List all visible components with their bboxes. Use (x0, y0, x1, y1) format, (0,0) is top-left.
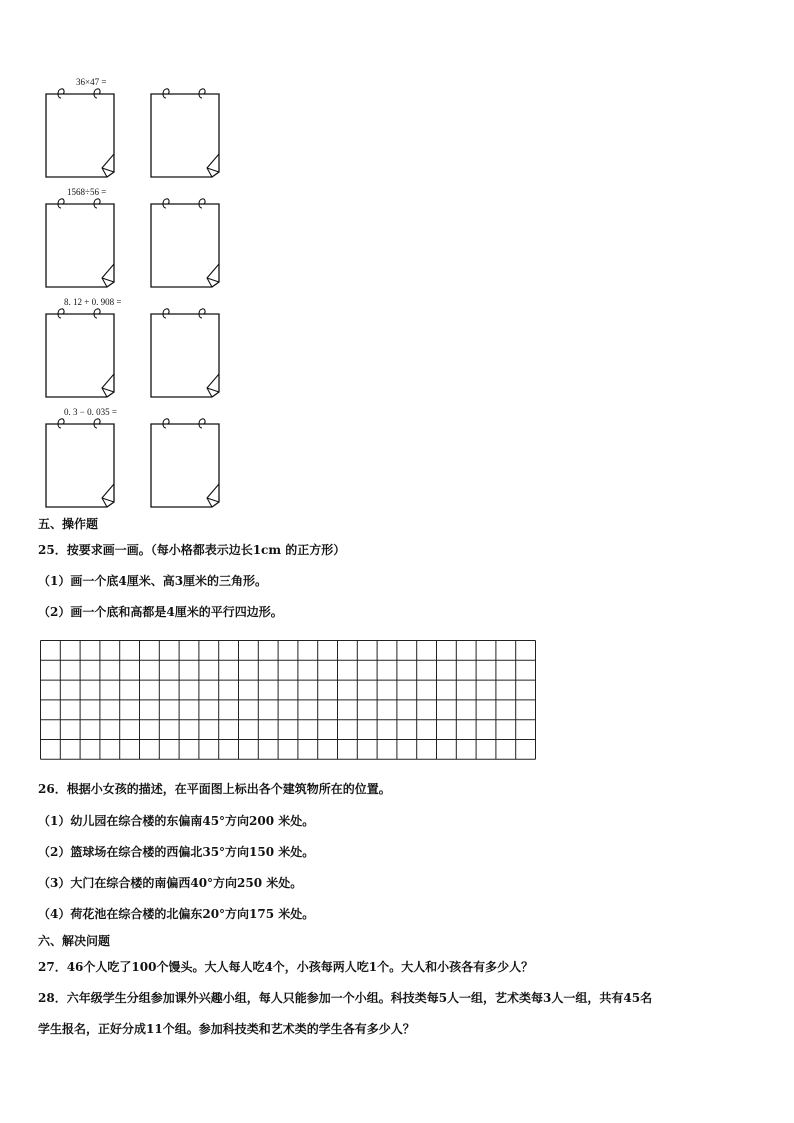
question-26-item-1: （1）幼儿园在综合楼的东偏南45°方向200 米处。 (38, 814, 315, 828)
section-heading-6: 六、解决问题 (38, 934, 111, 948)
question-25-title: 25．按要求画一画。（每小格都表示边长1cm 的正方形） (38, 543, 346, 557)
note-card-drawing (45, 306, 115, 398)
question-26-title: 26．根据小女孩的描述，在平面图上标出各个建筑物所在的位置。 (38, 782, 391, 796)
question-28-line-2: 学生报名，正好分成11个组。参加科技类和艺术类的学生各有多少人？ (38, 1022, 415, 1036)
expression-4: 0. 3 − 0. 035 = (64, 407, 117, 417)
note-card-right (150, 86, 220, 178)
note-card-drawing (45, 86, 115, 178)
question-25-item-1: （1）画一个底4厘米、高3厘米的三角形。 (38, 574, 268, 588)
note-card-drawing (45, 196, 115, 288)
question-26-item-3: （3）大门在综合楼的南偏西40°方向250 米处。 (38, 876, 303, 890)
paper-outline (151, 314, 219, 397)
expression-3: 8. 12 + 0. 908 = (64, 297, 122, 307)
paper-outline (151, 94, 219, 177)
note-card-left (45, 306, 115, 398)
question-28-line-1: 28．六年级学生分组参加课外兴趣小组，每人只能参加一个小组。科技类每5人一组，艺术类每3人一组，共有45名 (38, 991, 653, 1005)
paper-outline (46, 314, 114, 397)
note-card-left (45, 416, 115, 508)
paper-outline (151, 204, 219, 287)
paper-outline (46, 424, 114, 507)
note-card-left (45, 196, 115, 288)
question-25-item-2: （2）画一个底和高都是4厘米的平行四边形。 (38, 605, 283, 619)
expression-1: 36×47 = (76, 77, 107, 87)
note-card-right (150, 306, 220, 398)
note-card-drawing (45, 416, 115, 508)
expression-2: 1568÷56 = (67, 187, 107, 197)
note-card-drawing (150, 86, 220, 178)
note-card-drawing (150, 306, 220, 398)
note-card-right (150, 196, 220, 288)
paper-outline (46, 94, 114, 177)
note-card-drawing (150, 416, 220, 508)
question-26-item-4: （4）荷花池在综合楼的北偏东20°方向175 米处。 (38, 907, 315, 921)
note-card-left (45, 86, 115, 178)
section-heading-5: 五、操作题 (38, 517, 99, 531)
square-grid (40, 640, 537, 761)
note-card-right (150, 416, 220, 508)
question-27: 27．46个人吃了100个馒头。大人每人吃4个，小孩每两人吃1个。大人和小孩各有多少人？ (38, 960, 534, 974)
note-card-drawing (150, 196, 220, 288)
paper-outline (46, 204, 114, 287)
question-26-item-2: （2）篮球场在综合楼的西偏北35°方向150 米处。 (38, 845, 315, 859)
paper-outline (151, 424, 219, 507)
